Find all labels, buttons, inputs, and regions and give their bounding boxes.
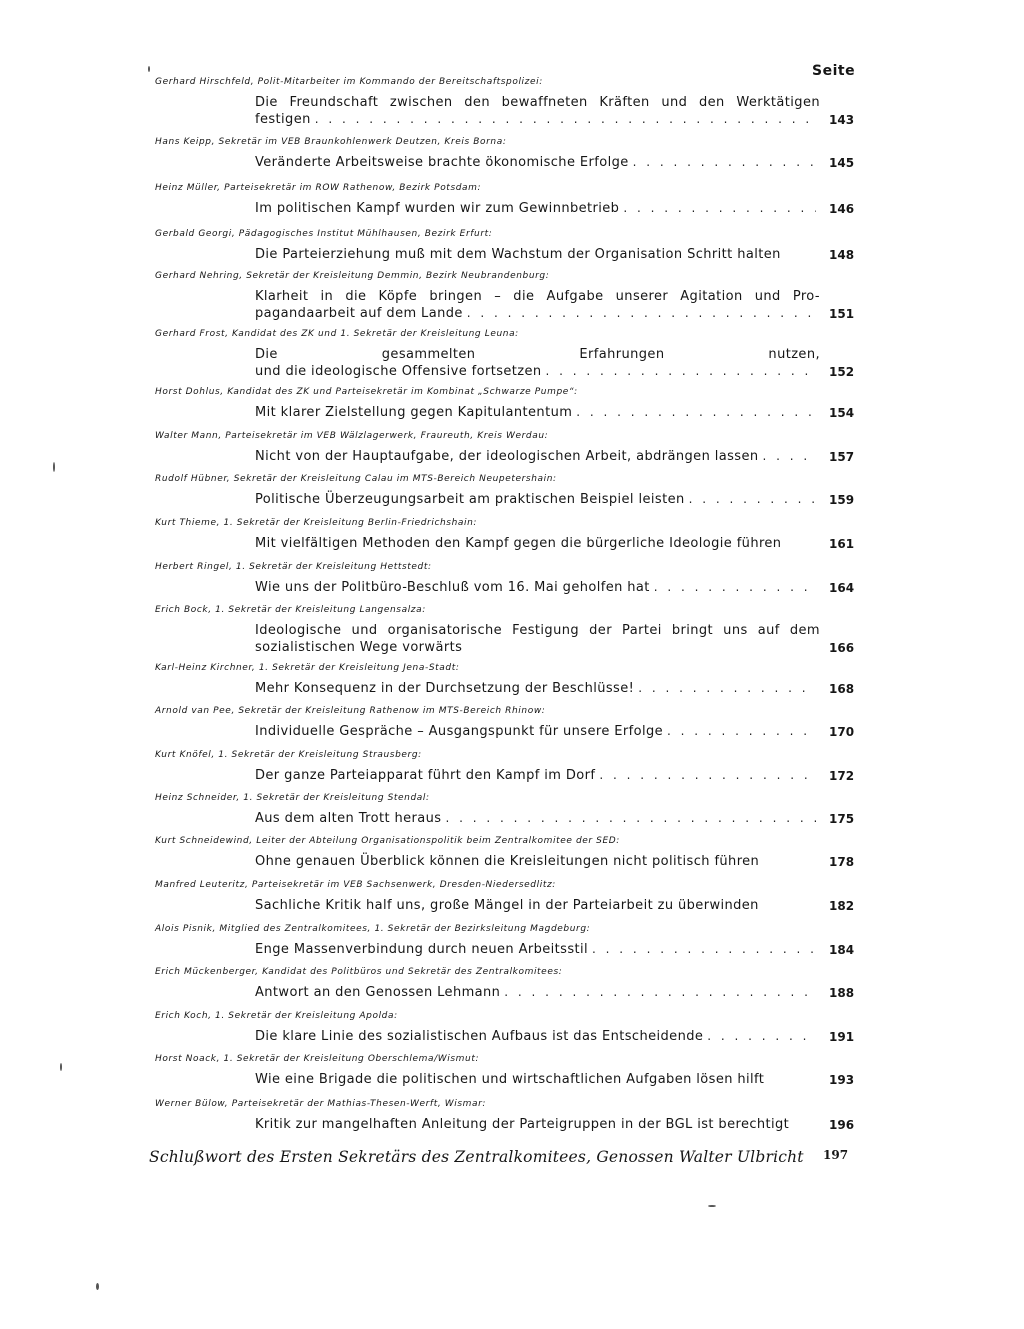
dot-leader — [633, 154, 816, 171]
toc-entry-author: Gerbald Georgi, Pädagogisches Institut Mühlhausen, Bezirk Erfurt: — [155, 229, 493, 239]
toc-entry-author: Horst Dohlus, Kandidat des ZK und Parteisekretär im Kombinat „Schwarze Pumpe“: — [155, 387, 578, 397]
toc-entry-page-number: 164 — [829, 581, 855, 595]
page-column-header: Seite — [812, 63, 856, 79]
toc-entry-page-number: 161 — [829, 537, 855, 551]
closing-entry-page-number: 197 — [823, 1148, 849, 1162]
toc-entry-title-text: Mit vielfältigen Methoden den Kampf gegen die bürgerliche Ideologie führen — [255, 536, 782, 551]
dot-leader — [763, 448, 816, 465]
toc-entry-author: Gerhard Nehring, Sekretär der Kreisleitung Demmin, Bezirk Neubrandenburg: — [155, 271, 550, 281]
dot-leader — [689, 491, 816, 508]
toc-entry-title — [255, 853, 820, 870]
toc-entry-title-line — [255, 767, 820, 784]
scan-speck — [148, 66, 150, 72]
toc-entry-title-text: Ohne genauen Überblick können die Kreisleitungen nicht politisch führen — [255, 854, 760, 869]
toc-entry-title-text: Kritik zur mangelhaften Anleitung der Parteigruppen in der BGL ist berechtigt — [255, 1117, 790, 1132]
toc-entry-title — [255, 767, 820, 784]
toc-entry-title-text: Individuelle Gespräche – Ausgangspunkt für unsere Erfolge — [255, 724, 664, 739]
toc-entry-title — [255, 491, 820, 508]
closing-entry-title: Schlußwort des Ersten Sekretärs des Zentralkomitees, Genossen Walter Ulbricht — [149, 1148, 804, 1166]
toc-entry-author: Herbert Ringel, 1. Sekretär der Kreisleitung Hettstedt: — [155, 562, 432, 572]
toc-entry-page-number: 172 — [829, 769, 855, 783]
toc-entry-title — [255, 448, 820, 465]
toc-entry-author: Arnold van Pee, Sekretär der Kreisleitung Rathenow im MTS-Bereich Rhinow: — [155, 706, 546, 716]
toc-entry-author: Heinz Schneider, 1. Sekretär der Kreisleitung Stendal: — [155, 793, 430, 803]
toc-entry-title — [255, 897, 820, 914]
toc-entry-title-line: Ideologische und organisatorische Festigung der Partei bringt uns auf dem — [255, 623, 820, 638]
dot-leader — [592, 941, 816, 958]
toc-entry-author: Hans Keipp, Sekretär im VEB Braunkohlenwerk Deutzen, Kreis Borna: — [155, 137, 507, 147]
toc-entry-page-number: 188 — [829, 986, 855, 1000]
toc-entry-title-text: Aus dem alten Trott heraus — [255, 811, 442, 826]
toc-entry-title-text: Enge Massenverbindung durch neuen Arbeitsstil — [255, 942, 589, 957]
toc-entry-title-text: Wie eine Brigade die politischen und wirtschaftlichen Aufgaben lösen hilft — [255, 1072, 765, 1087]
dot-leader — [667, 723, 816, 740]
toc-entry-title-text: Die Parteierziehung muß mit dem Wachstum der Organisation Schritt halten — [255, 247, 781, 262]
toc-entry-title-text: sozialistischen Wege vorwärts — [255, 640, 463, 655]
toc-entry-title-text: Im politischen Kampf wurden wir zum Gewinnbetrieb — [255, 201, 620, 216]
toc-entry-author: Gerhard Frost, Kandidat des ZK und 1. Sekretär der Kreisleitung Leuna: — [155, 329, 519, 339]
toc-entry-title — [255, 579, 820, 596]
toc-entry-author: Gerhard Hirschfeld, Polit-Mitarbeiter im Kommando der Bereitschaftspolizei: — [155, 77, 543, 87]
toc-entry-title-line — [255, 941, 820, 958]
toc-entry-title — [255, 346, 820, 380]
toc-entry-title-text: pagandaarbeit auf dem Lande — [255, 306, 463, 321]
toc-entry-page-number: 175 — [829, 812, 855, 826]
toc-entry-title — [255, 1116, 820, 1133]
toc-entry-author: Kurt Schneidewind, Leiter der Abteilung Organisationspolitik beim Zentralkomitee der SED: — [155, 836, 620, 846]
toc-entry-title-line — [255, 1071, 820, 1088]
toc-entry-title-line — [255, 363, 820, 380]
toc-entry-title-line — [255, 200, 820, 217]
toc-entry-title-line — [255, 897, 820, 914]
toc-entry-author: Rudolf Hübner, Sekretär der Kreisleitung Calau im MTS-Bereich Neupetershain: — [155, 474, 557, 484]
toc-entry-page-number: 148 — [829, 248, 855, 262]
toc-entry-page-number: 196 — [829, 1118, 855, 1132]
toc-entry-page-number: 170 — [829, 725, 855, 739]
toc-entry-title-line — [255, 1116, 820, 1133]
toc-entry-page-number: 159 — [829, 493, 855, 507]
toc-entry-title-line — [255, 448, 820, 465]
dot-leader — [707, 1028, 816, 1045]
toc-entry-title — [255, 622, 820, 656]
toc-entry-title-text: Mehr Konsequenz in der Durchsetzung der Beschlüsse! — [255, 681, 635, 696]
toc-entry-author: Karl-Heinz Kirchner, 1. Sekretär der Kreisleitung Jena-Stadt: — [155, 663, 460, 673]
toc-entry-title-line — [255, 246, 820, 263]
toc-entry-title-line — [255, 680, 820, 697]
toc-entry-author: Heinz Müller, Parteisekretär im ROW Rathenow, Bezirk Potsdam: — [155, 183, 482, 193]
toc-entry-title — [255, 941, 820, 958]
scan-speck — [53, 462, 55, 472]
toc-entry-page-number: 168 — [829, 682, 855, 696]
toc-entry-title-line — [255, 810, 820, 827]
dot-leader — [467, 305, 816, 322]
toc-entry-title-line — [255, 853, 820, 870]
toc-entry-page-number: 191 — [829, 1030, 855, 1044]
toc-entry-page-number: 166 — [829, 641, 855, 655]
toc-entry-page-number: 146 — [829, 202, 855, 216]
toc-entry-title — [255, 984, 820, 1001]
toc-entry-title — [255, 288, 820, 322]
toc-entry-title-line: Die gesammelten Erfahrungen nutzen, — [255, 347, 820, 362]
toc-entry-page-number: 157 — [829, 450, 855, 464]
toc-entry-page-number: 152 — [829, 365, 855, 379]
toc-entry-title-line — [255, 154, 820, 171]
toc-entry-page-number: 143 — [829, 113, 855, 127]
toc-entry-title — [255, 680, 820, 697]
toc-entry-title-text: und die ideologische Offensive fortsetzen — [255, 364, 542, 379]
dot-leader — [445, 810, 816, 827]
toc-entry-title-line: Klarheit in die Köpfe bringen – die Aufgabe unserer Agitation und Pro- — [255, 289, 820, 304]
toc-entry-title — [255, 723, 820, 740]
toc-entry-author: Erich Bock, 1. Sekretär der Kreisleitung Langensalza: — [155, 605, 426, 615]
dot-leader — [315, 111, 816, 128]
scan-speck — [60, 1063, 62, 1071]
toc-entry-title — [255, 535, 820, 552]
toc-entry-title-text: festigen — [255, 112, 311, 127]
toc-entry-page-number: 182 — [829, 899, 855, 913]
toc-entry-title-text: Sachliche Kritik half uns, große Mängel in der Parteiarbeit zu überwinden — [255, 898, 759, 913]
toc-entry-page-number: 154 — [829, 406, 855, 420]
toc-entry-page-number: 184 — [829, 943, 855, 957]
dot-leader — [504, 984, 816, 1001]
toc-entry-title-text: Mit klarer Zielstellung gegen Kapitulantentum — [255, 405, 573, 420]
toc-entry-page-number: 193 — [829, 1073, 855, 1087]
toc-entry-author: Walter Mann, Parteisekretär im VEB Wälzlagerwerk, Fraureuth, Kreis Werdau: — [155, 431, 549, 441]
toc-entry-title-line — [255, 491, 820, 508]
toc-entry-title-line — [255, 111, 820, 128]
toc-entry-title-line: Die Freundschaft zwischen den bewaffneten Kräften und den Werktätigen — [255, 95, 820, 110]
toc-entry-author: Erich Mückenberger, Kandidat des Politbüros und Sekretär des Zentralkomitees: — [155, 967, 563, 977]
toc-entry-title-line — [255, 723, 820, 740]
scan-speck — [96, 1283, 99, 1290]
toc-entry-title — [255, 404, 820, 421]
toc-entry-title-text: Antwort an den Genossen Lehmann — [255, 985, 501, 1000]
dot-leader — [638, 680, 816, 697]
toc-entry-title — [255, 94, 820, 128]
toc-entry-author: Erich Koch, 1. Sekretär der Kreisleitung Apolda: — [155, 1011, 398, 1021]
dot-leader — [623, 200, 816, 217]
toc-entry-title — [255, 810, 820, 827]
toc-entry-page-number: 145 — [829, 156, 855, 170]
toc-entry-page-number: 178 — [829, 855, 855, 869]
dot-leader — [576, 404, 816, 421]
toc-entry-title-line — [255, 579, 820, 596]
toc-entry-author: Kurt Thieme, 1. Sekretär der Kreisleitung Berlin-Friedrichshain: — [155, 518, 478, 528]
toc-entry-author: Horst Noack, 1. Sekretär der Kreisleitung Oberschlema/Wismut: — [155, 1054, 480, 1064]
scan-speck — [708, 1205, 716, 1207]
toc-entry-title-line — [255, 1028, 820, 1045]
dot-leader — [546, 363, 816, 380]
toc-entry-title-text: Die klare Linie des sozialistischen Aufbaus ist das Entscheidende — [255, 1029, 704, 1044]
toc-entry-author: Werner Bülow, Parteisekretär der Mathias-Thesen-Werft, Wismar: — [155, 1099, 487, 1109]
toc-entry-title-text: Veränderte Arbeitsweise brachte ökonomische Erfolge — [255, 155, 629, 170]
toc-entry-author: Manfred Leuteritz, Parteisekretär im VEB Sachsenwerk, Dresden-Niedersedlitz: — [155, 880, 556, 890]
toc-entry-title-line — [255, 404, 820, 421]
toc-entry-title-line — [255, 535, 820, 552]
toc-entry-title-line — [255, 984, 820, 1001]
toc-entry-title-text: Wie uns der Politbüro-Beschluß vom 16. Mai geholfen hat — [255, 580, 650, 595]
dot-leader — [599, 767, 816, 784]
toc-entry-author: Kurt Knöfel, 1. Sekretär der Kreisleitung Strausberg: — [155, 750, 422, 760]
dot-leader — [654, 579, 816, 596]
toc-entry-title-text: Politische Überzeugungsarbeit am praktischen Beispiel leisten — [255, 492, 685, 507]
toc-entry-title — [255, 154, 820, 171]
toc-entry-author: Alois Pisnik, Mitglied des Zentralkomitees, 1. Sekretär der Bezirksleitung Magdeburg: — [155, 924, 591, 934]
toc-entry-title — [255, 246, 820, 263]
toc-entry-title-line — [255, 639, 820, 656]
toc-entry-title — [255, 1071, 820, 1088]
toc-entry-title-text: Nicht von der Hauptaufgabe, der ideologischen Arbeit, abdrängen lassen — [255, 449, 759, 464]
toc-entry-title — [255, 200, 820, 217]
toc-entry-page-number: 151 — [829, 307, 855, 321]
toc-entry-title — [255, 1028, 820, 1045]
toc-entry-title-text: Der ganze Parteiapparat führt den Kampf im Dorf — [255, 768, 596, 783]
toc-entry-title-line — [255, 305, 820, 322]
